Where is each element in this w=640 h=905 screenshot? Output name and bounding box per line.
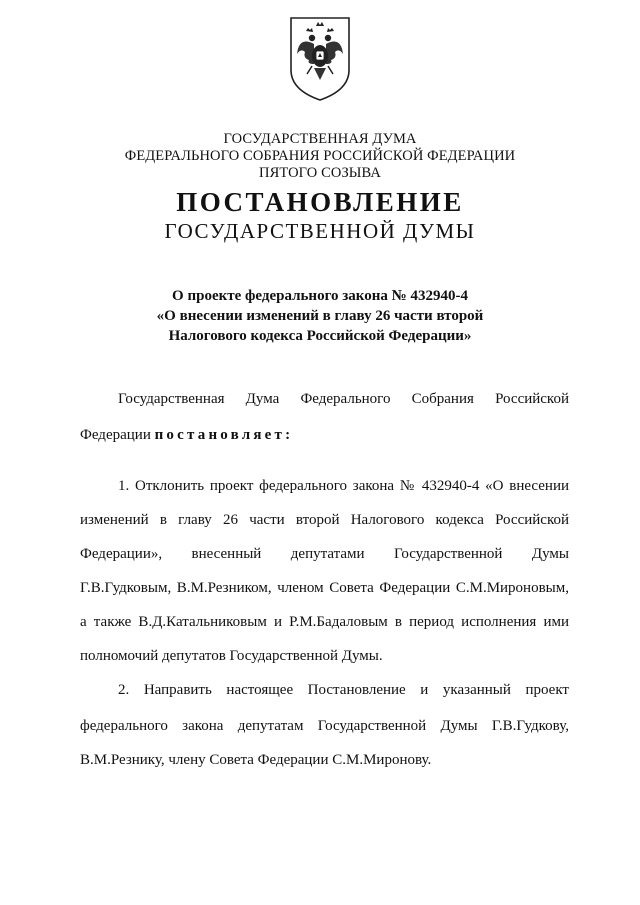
intro-word: Федерации [80, 427, 151, 443]
russian-coat-of-arms-icon [285, 14, 355, 102]
paragraph-1-line: Г.В.Гудковым, В.М.Резником, членом Совета Федерации С.М.Мироновым, [80, 580, 569, 596]
subject-line: «О внесении изменений в главу 26 части второй [156, 308, 484, 324]
intro-line [80, 425, 569, 445]
subject-line: О проекте федерального закона № 432940-4 [172, 288, 468, 304]
org-line-duma: ГОСУДАРСТВЕННАЯ ДУМА [223, 131, 417, 147]
org-line-convocation: ПЯТОГО СОЗЫВА [259, 165, 381, 181]
org-line-federal-assembly: ФЕДЕРАЛЬНОГО СОБРАНИЯ РОССИЙСКОЙ ФЕДЕРАЦИИ [124, 148, 516, 164]
document-issuer: ГОСУДАРСТВЕННОЙ ДУМЫ [164, 219, 476, 243]
document-type-title: ПОСТАНОВЛЕНИЕ [176, 187, 464, 217]
subject-line: Налогового кодекса Российской Федерации» [168, 328, 472, 344]
paragraph-1-line: Федерации», внесенный депутатами Государственной Думы [80, 546, 569, 562]
paragraph-1-line: изменений в главу 26 части второй Налогового кодекса Российской [80, 512, 569, 528]
paragraph-1-line: а также В.Д.Катальниковым и Р.М.Бадаловым в период исполнения ими [80, 614, 569, 630]
paragraph-2-line: федерального закона депутатам Государственной Думы Г.В.Гудкову, [80, 718, 569, 734]
paragraph-1-line: 1. Отклонить проект федерального закона № 432940-4 «О внесении [118, 478, 569, 494]
paragraph-2-line: В.М.Резнику, члену Совета Федерации С.М.Миронову. [80, 752, 432, 768]
resolves-word: постановляет: [154, 427, 294, 443]
paragraph-2-line: 2. Направить настоящее Постановление и указанный проект [118, 682, 569, 698]
intro-line: Государственная Дума Федерального Собрания Российской [118, 391, 569, 407]
paragraph-1-line: полномочий депутатов Государственной Думы. [80, 648, 383, 664]
